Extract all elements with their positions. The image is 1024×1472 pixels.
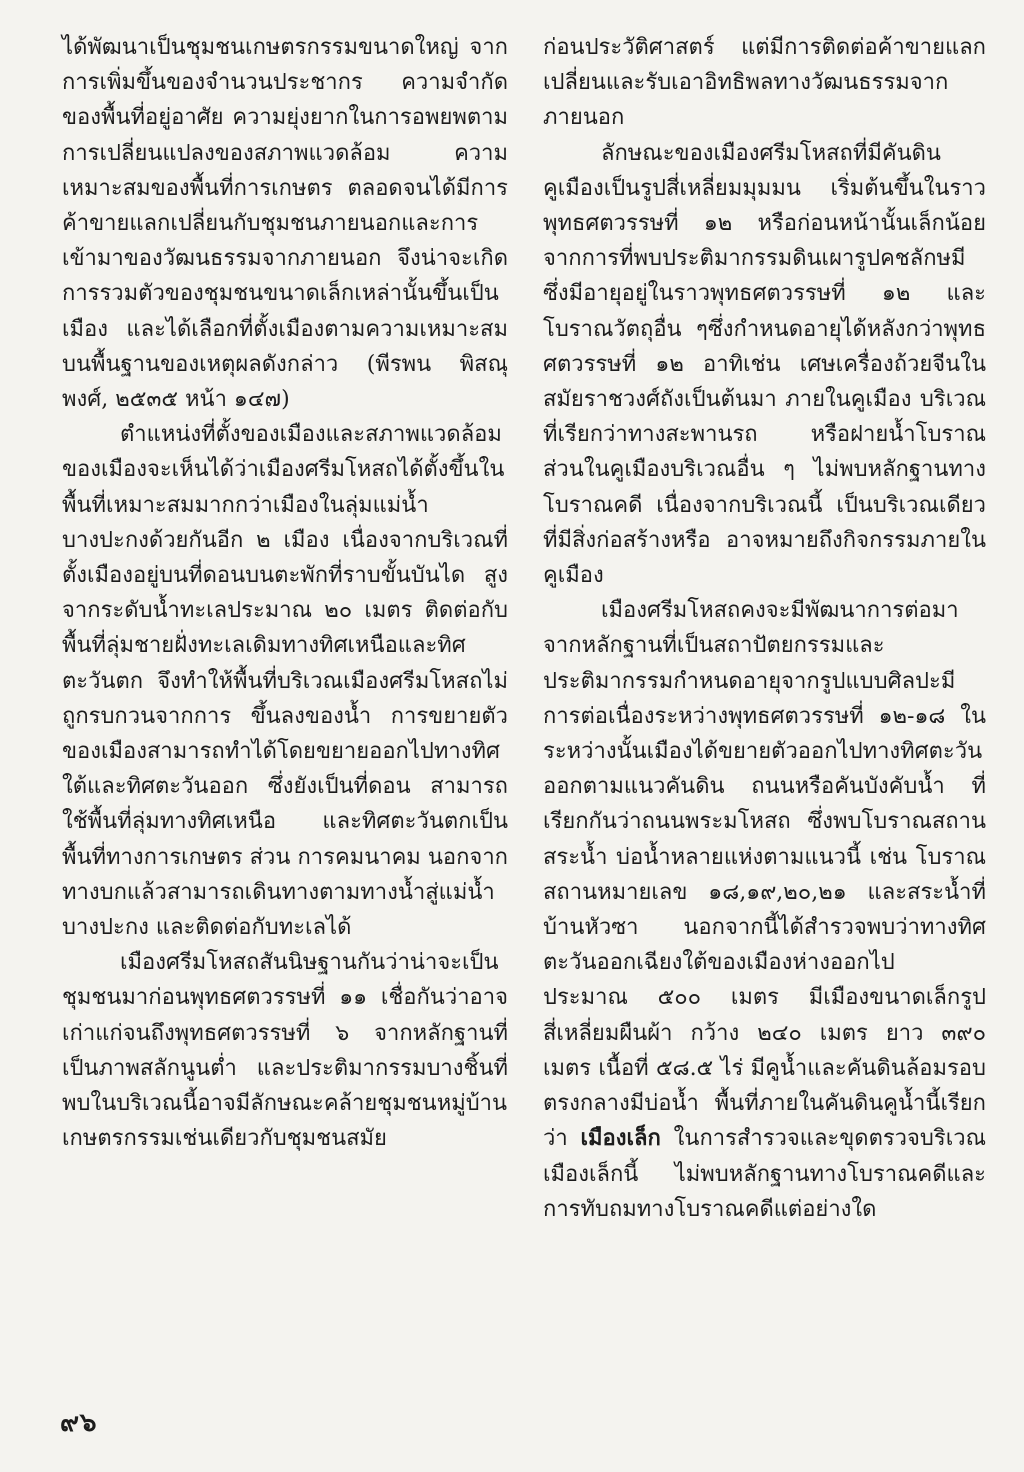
emphasis-mueang-lek: เมืองเล็ก [580, 1125, 661, 1152]
left-paragraph-1: ได้พัฒนาเป็นชุมชนเกษตรกรรมขนาดใหญ่ จากการเพิ่มขึ้นของจำนวนประชากร ความจำกัดของพื้นที่อยู่อาศัย ความยุ่งยากในการอพยพตามการเปลี่ยนแปลงของสภาพแวดล้อม ความเหมาะสมของพื้นที่การเกษตร ตลอดจนได้มีการค้าขายแลกเปลี่ยนกับชุมชนภายนอกและการเข้ามาของวัฒนธรรมจากภายนอก จึงน่าจะเกิดการรวมตัวของชุมชนขนาดเล็กเหล่านั้นขึ้นเป็นเมือง และได้เลือกที่ตั้งเมืองตามความเหมาะสมบนพื้นฐานของเหตุผลดังกล่าว (พีรพน พิสณุพงศ์, ๒๕๓๕ หน้า ๑๔๗) [62, 35, 508, 413]
left-column [62, 30, 508, 1157]
right-column [543, 30, 986, 1227]
right-paragraph-1: ก่อนประวัติศาสตร์ แต่มีการติดต่อค้าขายแลกเปลี่ยนและรับเอาอิทธิพลทางวัฒนธรรมจากภายนอก [543, 35, 986, 131]
left-paragraph-3: เมืองศรีมโหสถสันนิษฐานกันว่าน่าจะเป็นชุมชนมาก่อนพุทธศตวรรษที่ ๑๑ เชื่อกันว่าอาจเก่าแก่จนถึงพุทธศตวรรษที่ ๖ จากหลักฐานที่เป็นภาพสลักนูนต่ำ และประติมากรรมบางชิ้นที่พบในบริเวณนี้อาจมีลักษณะคล้ายชุมชนหมู่บ้านเกษตรกรรมเช่นเดียวกับชุมชนสมัย [62, 950, 508, 1152]
right-paragraph-3 [543, 593, 986, 1227]
page-number: ๙๖ [60, 1408, 98, 1438]
right-paragraph-3-end: ในการสำรวจและขุดตรวจบริเวณเมืองเล็กนี้ ไม่พบหลักฐานทางโบราณคดีและการทับถมทางโบราณคดีแต่อย่างใด [543, 1126, 986, 1222]
left-paragraph-2: ตำแหน่งที่ตั้งของเมืองและสภาพแวดล้อมของเมืองจะเห็นได้ว่าเมืองศรีมโหสถได้ตั้งขึ้นในพื้นที่เหมาะสมมากกว่าเมืองในลุ่มแม่น้ำบางปะกงด้วยกันอีก ๒ เมือง เนื่องจากบริเวณที่ตั้งเมืองอยู่บนที่ดอนบนตะพักที่ราบขั้นบันได สูงจากระดับน้ำทะเลประมาณ ๒๐ เมตร ติดต่อกับพื้นที่ลุ่มชายฝั่งทะเลเดิมทางทิศเหนือและทิศตะวันตก จึงทำให้พื้นที่บริเวณเมืองศรีมโหสถไม่ถูกรบกวนจากการ ขึ้นลงของน้ำ การขยายตัวของเมืองสามารถทำได้โดยขยายออกไปทางทิศใต้และทิศตะวันออก ซึ่งยังเป็นที่ดอน สามารถใช้พื้นที่ลุ่มทางทิศเหนือ และทิศตะวันตกเป็นพื้นที่ทางการเกษตร ส่วน การคมนาคม นอกจากทางบกแล้วสามารถเดินทางตามทางน้ำสู่แม่น้ำบางปะกง และติดต่อกับทะเลได้ [62, 422, 508, 941]
right-paragraph-3-text: เมืองศรีมโหสถคงจะมีพัฒนาการต่อมาจากหลักฐานที่เป็นสถาปัตยกรรมและประติมากรรมกำหนดอายุจากรูปแบบศิลปะมีการต่อเนื่องระหว่างพุทธศตวรรษที่ ๑๒-๑๘ ในระหว่างนั้นเมืองได้ขยายตัวออกไปทางทิศตะวันออกตามแนวคันดิน ถนนหรือคันบังคับน้ำ ที่เรียกกันว่าถนนพระมโหสถ ซึ่งพบโบราณสถาน สระน้ำ บ่อน้ำหลายแห่งตามแนวนี้ เช่น โบราณสถานหมายเลข ๑๘,๑๙,๒๐,๒๑ และสระน้ำที่บ้านหัวซา นอกจากนี้ได้สำรวจพบว่าทางทิศตะวันออกเฉียงใต้ของเมืองห่างออกไป ประมาณ ๕๐๐ เมตร มีเมืองขนาดเล็กรูปสี่เหลี่ยมผืนผ้า กว้าง ๒๔๐ เมตร ยาว ๓๙๐ เมตร เนื้อที่ ๕๘.๕ ไร่ มีคูน้ำและคันดินล้อมรอบ ตรงกลางมีบ่อน้ำ พื้นที่ภายในคันดินคูน้ำนี้เรียกว่า [543, 598, 986, 1152]
right-paragraph-2: ลักษณะของเมืองศรีมโหสถที่มีคันดินคูเมืองเป็นรูปสี่เหลี่ยมมุมมน เริ่มต้นขึ้นในราวพุทธศตวรรษที่ ๑๒ หรือก่อนหน้านั้นเล็กน้อย จากการที่พบประติมากรรมดินเผารูปคชลักษมี ซึ่งมีอายุอยู่ในราวพุทธศตวรรษที่ ๑๒ และโบราณวัตถุอื่น ๆซึ่งกำหนดอายุได้หลังกว่าพุทธศตวรรษที่ ๑๒ อาทิเช่น เศษเครื่องถ้วยจีนในสมัยราชวงศ์ถังเป็นต้นมา ภายในคูเมือง บริเวณที่เรียกว่าทางสะพานรถ หรือฝายน้ำโบราณ ส่วนในคูเมืองบริเวณอื่น ๆ ไม่พบหลักฐานทางโบราณคดี เนื่องจากบริเวณนี้ เป็นบริเวณเดียวที่มีสิ่งก่อสร้างหรือ อาจหมายถึงกิจกรรมภายในคูเมือง [543, 140, 986, 589]
